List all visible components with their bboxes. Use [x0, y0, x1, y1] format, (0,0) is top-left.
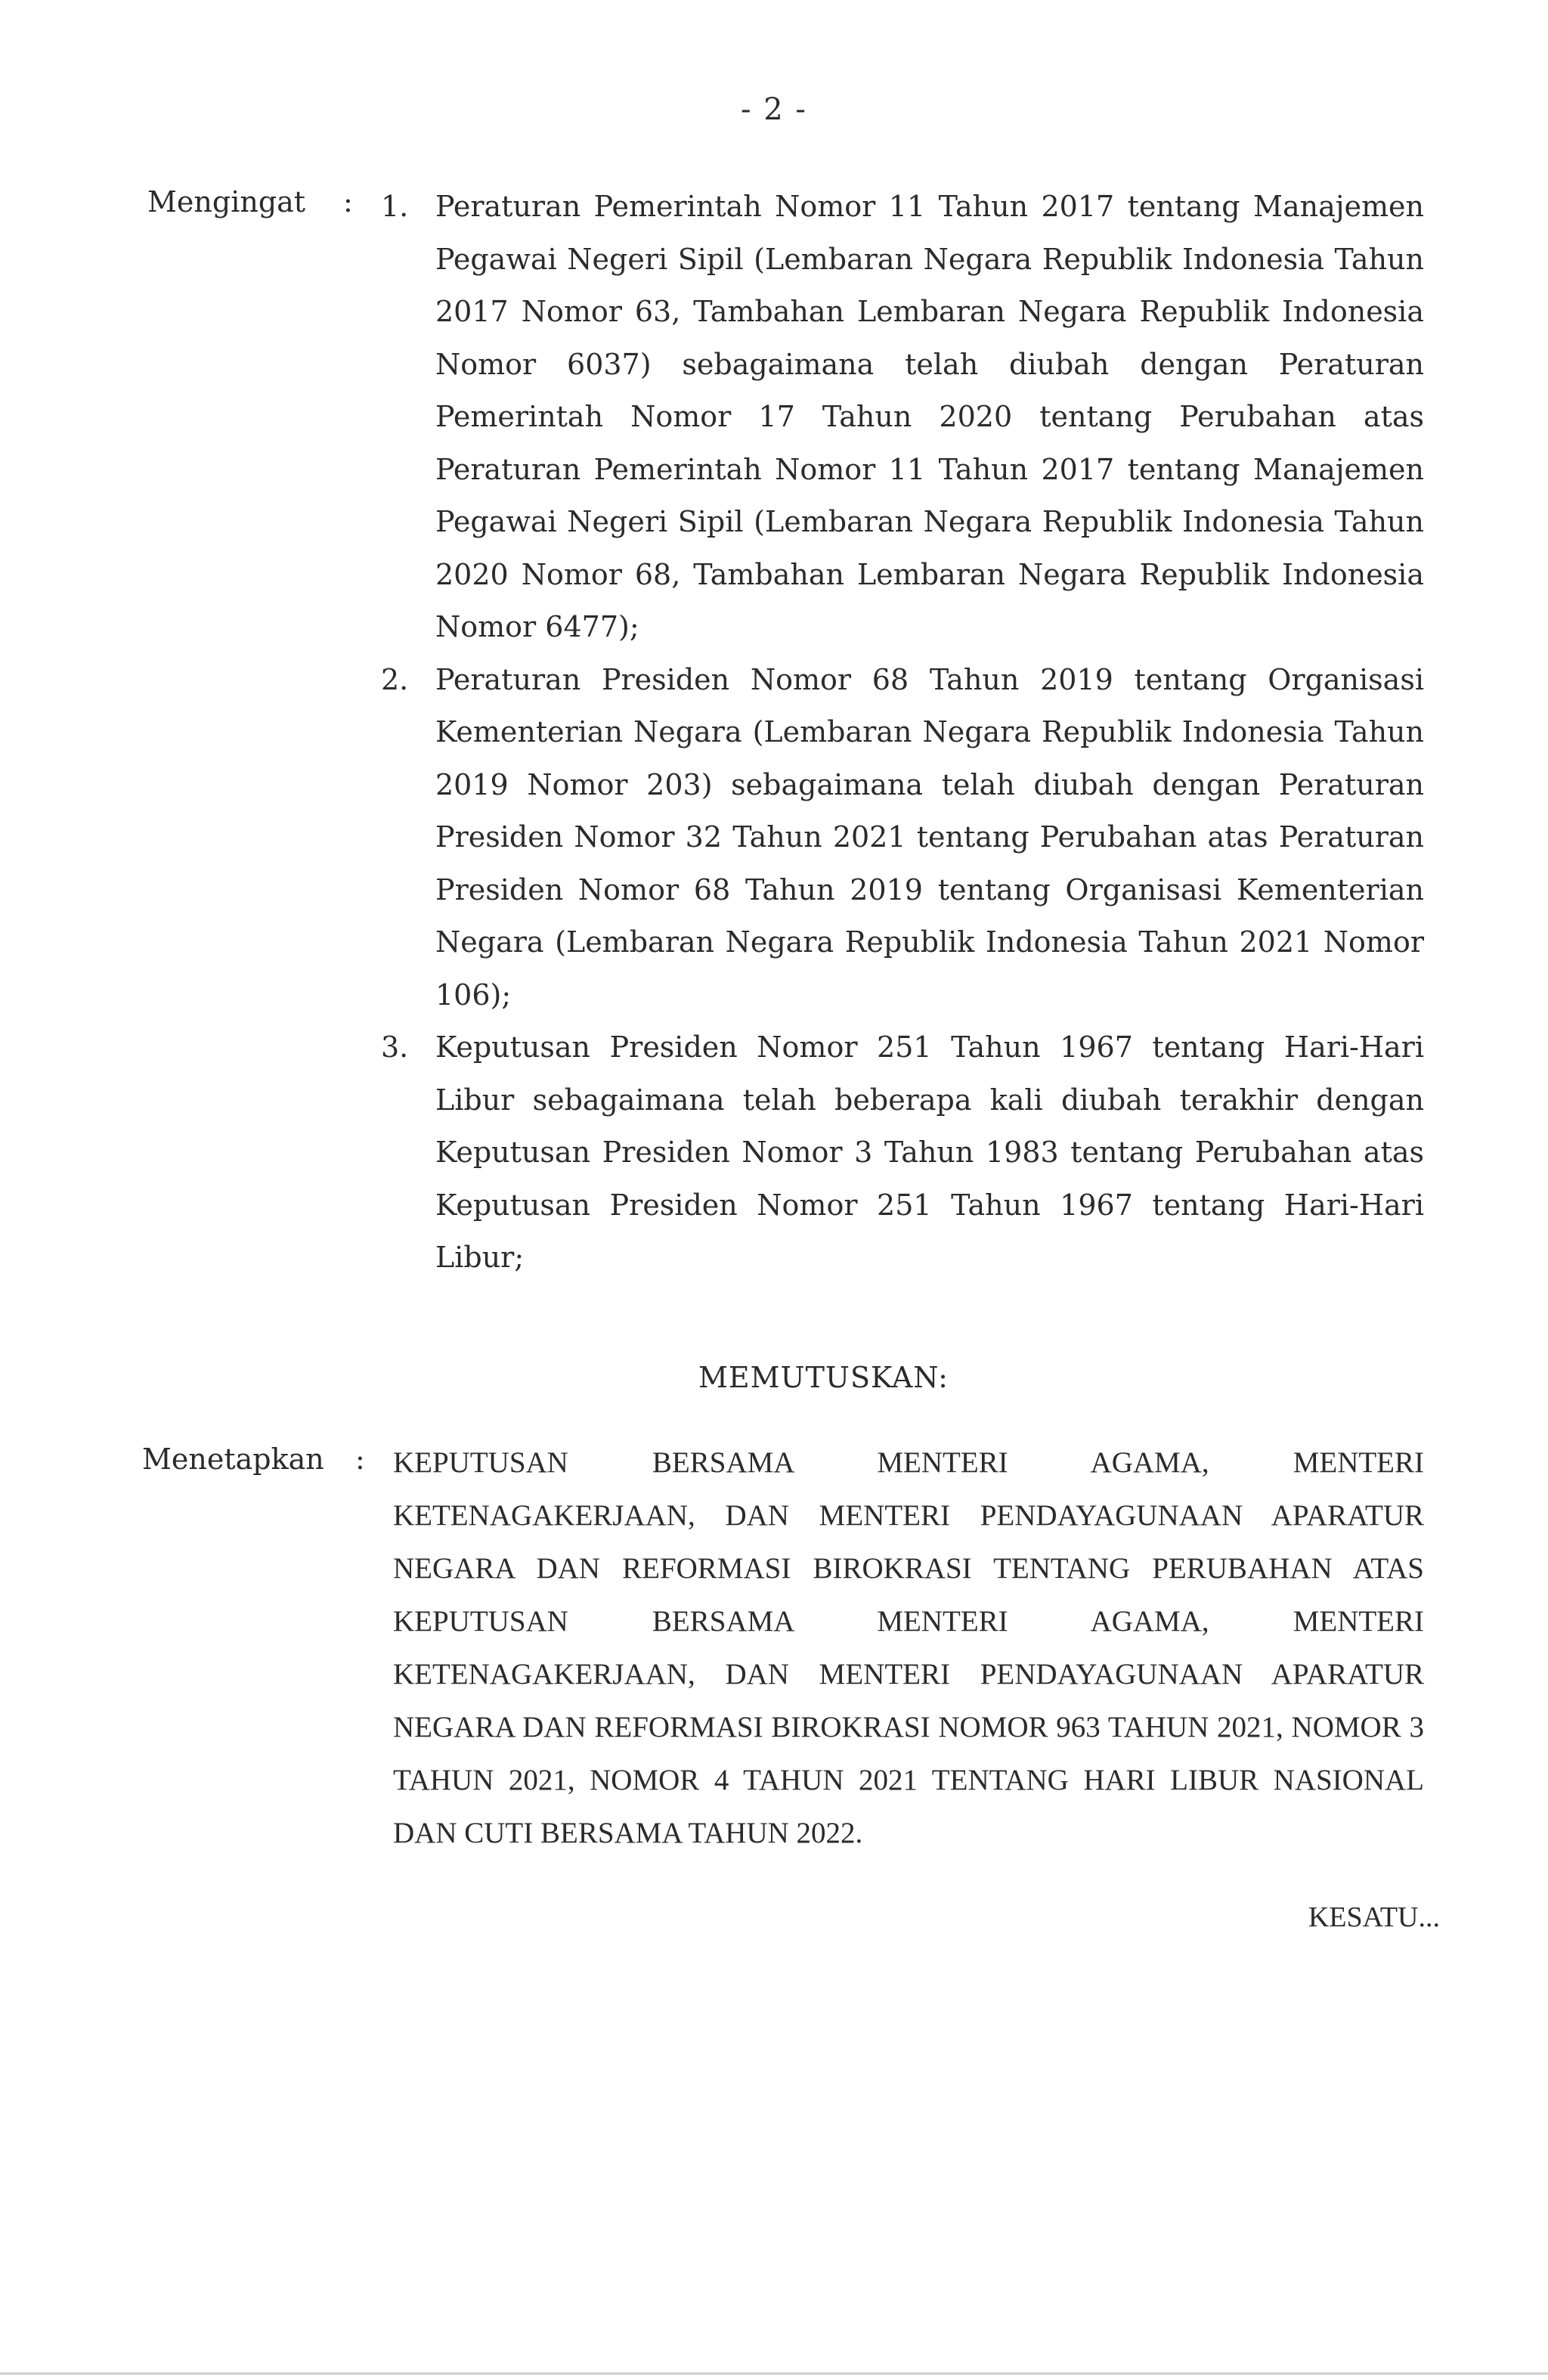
mengingat-list: [381, 181, 1424, 1285]
list-item: [381, 654, 1424, 1022]
menetapkan-colon: :: [355, 1443, 365, 1476]
item-number: 2.: [381, 662, 409, 696]
menetapkan-text: KEPUTUSAN BERSAMA MENTERI AGAMA, MENTERI KETENAGAKERJAAN, DAN MENTERI PENDAYAGUNAAN APARATUR NEGARA DAN REFORMASI BIROKRASI TENTANG PERUBAHAN ATAS KEPUTUSAN BERSAMA MENTERI AGAMA, MENTERI KETENAGAKERJAAN, DAN MENTERI PENDAYAGUNAAN APARATUR NEGARA DAN REFORMASI BIROKRASI NOMOR 963 TAHUN 2021, NOMOR 3 TAHUN 2021, NOMOR 4 TAHUN 2021 TENTANG HARI LIBUR NASIONAL DAN CUTI BERSAMA TAHUN 2022.: [393, 1446, 1424, 1849]
mengingat-colon: :: [343, 185, 353, 218]
item-number: 1.: [381, 190, 409, 223]
mengingat-label: Mengingat: [147, 185, 306, 218]
page-number: - 2 -: [741, 92, 807, 127]
decision-heading: MEMUTUSKAN:: [698, 1361, 949, 1394]
list-item: [381, 1021, 1424, 1285]
continuation-marker: KESATU...: [1308, 1901, 1440, 1933]
item-number: 3.: [381, 1030, 409, 1064]
scan-edge-line: [0, 2372, 1548, 2375]
item-text: Keputusan Presiden Nomor 251 Tahun 1967 tentang Hari-Hari Libur sebagaimana telah beberapa kali diubah terakhir dengan Keputusan Presiden Nomor 3 Tahun 1983 tentang Perubahan atas Keputusan Presiden Nomor 251 Tahun 1967 tentang Hari-Hari Libur;: [435, 1030, 1424, 1274]
item-text: Peraturan Presiden Nomor 68 Tahun 2019 tentang Organisasi Kementerian Negara (Lembaran Negara Republik Indonesia Tahun 2019 Nomor 203) sebagaimana telah diubah dengan Peraturan Presiden Nomor 32 Tahun 2021 tentang Perubahan atas Peraturan Presiden Nomor 68 Tahun 2019 tentang Organisasi Kementerian Negara (Lembaran Negara Republik Indonesia Tahun 2021 Nomor 106);: [435, 662, 1424, 1012]
list-item: [381, 181, 1424, 654]
item-text: Peraturan Pemerintah Nomor 11 Tahun 2017 tentang Manajemen Pegawai Negeri Sipil (Lembaran Negara Republik Indonesia Tahun 2017 Nomor 63, Tambahan Lembaran Negara Republik Indonesia Nomor 6037) sebagaimana telah diubah dengan Peraturan Pemerintah Nomor 17 Tahun 2020 tentang Perubahan atas Peraturan Pemerintah Nomor 11 Tahun 2017 tentang Manajemen Pegawai Negeri Sipil (Lembaran Negara Republik Indonesia Tahun 2020 Nomor 68, Tambahan Lembaran Negara Republik Indonesia Nomor 6477);: [435, 190, 1424, 643]
menetapkan-label: Menetapkan: [142, 1443, 324, 1476]
